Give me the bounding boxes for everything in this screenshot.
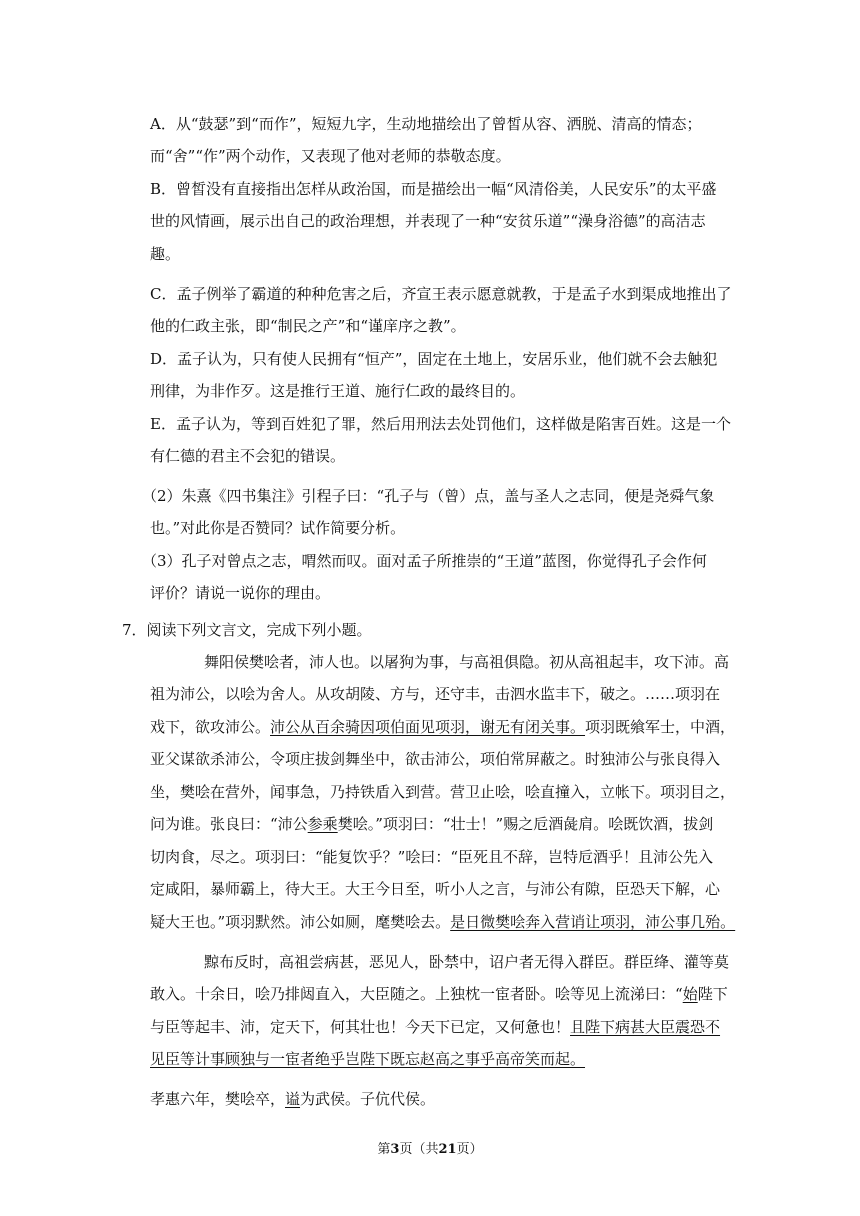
- passage-3-text-b: 为武侯。子伉代侯。: [300, 1090, 436, 1108]
- passage-2-line-2-text-a: 敢入。十余日，哙乃排闼直入，大臣随之。上独枕一宦者卧。哙等见上流涕曰：“: [150, 985, 683, 1003]
- underlined-sentence-1: 沛公从百余骑因项伯面见项羽，谢无有闭关事。: [270, 718, 586, 736]
- passage-1-line-9: [150, 911, 740, 933]
- option-d-line-2: 刑律，为非作歹。这是推行王道、施行仁政的最终目的。: [150, 382, 526, 400]
- subquestion-3-line-2: 评价？请说一说你的理由。: [150, 584, 331, 602]
- underlined-word-canshen: 参乘: [307, 815, 338, 833]
- footer-suffix: 页）: [456, 1142, 483, 1157]
- passage-1-line-1: 舞阳侯樊哙者，沛人也。以屠狗为事，与高祖俱隐。初从高祖起丰，攻下沛。高: [204, 653, 730, 671]
- footer-prefix: 第: [377, 1142, 391, 1157]
- passage-1-line-6-text-a: 问为谁。张良曰：“沛公: [150, 815, 308, 833]
- underlined-sentence-3-part-1: 且陛下病甚大臣震恐不: [570, 1018, 721, 1036]
- passage-3-line-1: [150, 1088, 740, 1110]
- underlined-word-shi: 始: [682, 985, 698, 1003]
- option-b-line-1: B．曾皙没有直接指出怎样从政治国，而是描绘出一幅“风清俗美，人民安乐”的太平盛: [150, 180, 717, 198]
- passage-3-text-a: 孝惠六年，樊哙卒，: [150, 1090, 286, 1108]
- passage-1-line-4: 亚父谋欲杀沛公，令项庄拔剑舞坐中，欲击沛公，项伯常屏蔽之。时独沛公与张良得入: [150, 750, 721, 768]
- underlined-word-shi-posthumous: 谥: [285, 1090, 301, 1108]
- passage-1-line-7: 切肉食，尽之。项羽曰：“能复饮乎？”哙曰：“臣死且不辞，岂特卮酒乎！且沛公先入: [150, 848, 714, 866]
- passage-2-line-2: [150, 983, 740, 1005]
- option-a-line-1: A．从“鼓瑟”到“而作”，短短九字，生动地描绘出了曾皙从容、洒脱、清高的情态；: [150, 115, 702, 133]
- footer-total-pages: 21: [438, 1142, 457, 1157]
- option-b-line-2: 世的风情画，展示出自己的政治理想，并表现了一种“安贫乐道”“澡身浴德”的高洁志: [150, 212, 706, 230]
- underlined-sentence-3-part-2: 见臣等计事顾独与一宦者绝乎岂陛下既忘赵高之事乎高帝笑而起。: [150, 1050, 586, 1068]
- page-footer: [0, 1141, 860, 1159]
- passage-1-line-3: [150, 716, 740, 738]
- passage-2-line-3: [150, 1016, 740, 1038]
- subquestion-2-line-2: 也。”对此你是否赞同？试作简要分析。: [150, 519, 406, 537]
- passage-2-line-2-text-b: 陛下: [697, 985, 728, 1003]
- option-b-line-3: 趣。: [150, 245, 181, 263]
- subquestion-3-line-1: （3）孔子对曾点之志，喟然而叹。面对孟子所推崇的“王道”蓝图，你觉得孔子会作何: [142, 552, 707, 570]
- option-e-line-2: 有仁德的君主不会犯的错误。: [150, 447, 346, 465]
- passage-1-line-5: 坐，樊哙在营外，闻事急，乃持铁盾入到营。营卫止哙，哙直撞入，立帐下。项羽目之，: [150, 783, 736, 801]
- passage-1-line-2: 祖为沛公，以哙为舍人。从攻胡陵、方与，还守丰，击泗水监丰下，破之。……项羽在: [150, 685, 721, 703]
- footer-page-number: 3: [390, 1142, 400, 1157]
- option-c-line-2: 他的仁政主张，即“制民之产”和“谨庠序之教”。: [150, 317, 466, 335]
- option-c-line-1: C．孟子例举了霸道的种种危害之后，齐宣王表示愿意就教，于是孟子水到渠成地推出了: [150, 285, 732, 303]
- option-e-line-1: E．孟子认为，等到百姓犯了罪，然后用刑法去处罚他们，这样做是陷害百姓。这是一个: [150, 415, 731, 433]
- option-a-line-2: 而“舍”“作”两个动作，又表现了他对老师的恭敬态度。: [150, 147, 511, 165]
- question-7-heading: 7．阅读下列文言文，完成下列小题。: [122, 621, 372, 639]
- passage-2-line-3-text-a: 与臣等起丰、沛，定天下，何其壮也！今天下已定，又何惫也！: [150, 1018, 571, 1036]
- passage-2-line-1: 黥布反时，高祖尝病甚，恶见人，卧禁中，诏户者无得入群臣。群臣绛、灌等莫: [204, 953, 730, 971]
- subquestion-2-line-1: （2）朱熹《四书集注》引程子曰：“孔子与（曾）点，盖与圣人之志同，便是尧舜气象: [142, 487, 715, 505]
- underlined-sentence-2: 是日微樊哙奔入营诮让项羽，沛公事几殆。: [450, 913, 736, 931]
- passage-1-line-9-text-a: 疑大王也。”项羽默然。沛公如厕，麾樊哙去。: [150, 913, 451, 931]
- passage-2-line-4: [150, 1048, 740, 1070]
- passage-1-line-6-text-b: 樊哙。”项羽曰：“壮士！”赐之卮酒彘肩。哙既饮酒，拔剑: [337, 815, 714, 833]
- option-d-line-1: D．孟子认为，只有使人民拥有“恒产”，固定在土地上，安居乐业，他们就不会去触犯: [150, 350, 718, 368]
- passage-1-line-6: [150, 813, 740, 835]
- passage-1-line-8: 定咸阳，暴师霸上，待大王。大王今日至，听小人之言，与沛公有隙，臣恐天下解，心: [150, 880, 721, 898]
- footer-mid: 页（共: [399, 1142, 439, 1157]
- passage-1-line-3-text-b: 项羽既飨军士，中酒，: [585, 718, 736, 736]
- passage-1-line-3-text-a: 戏下，欲攻沛公。: [150, 718, 271, 736]
